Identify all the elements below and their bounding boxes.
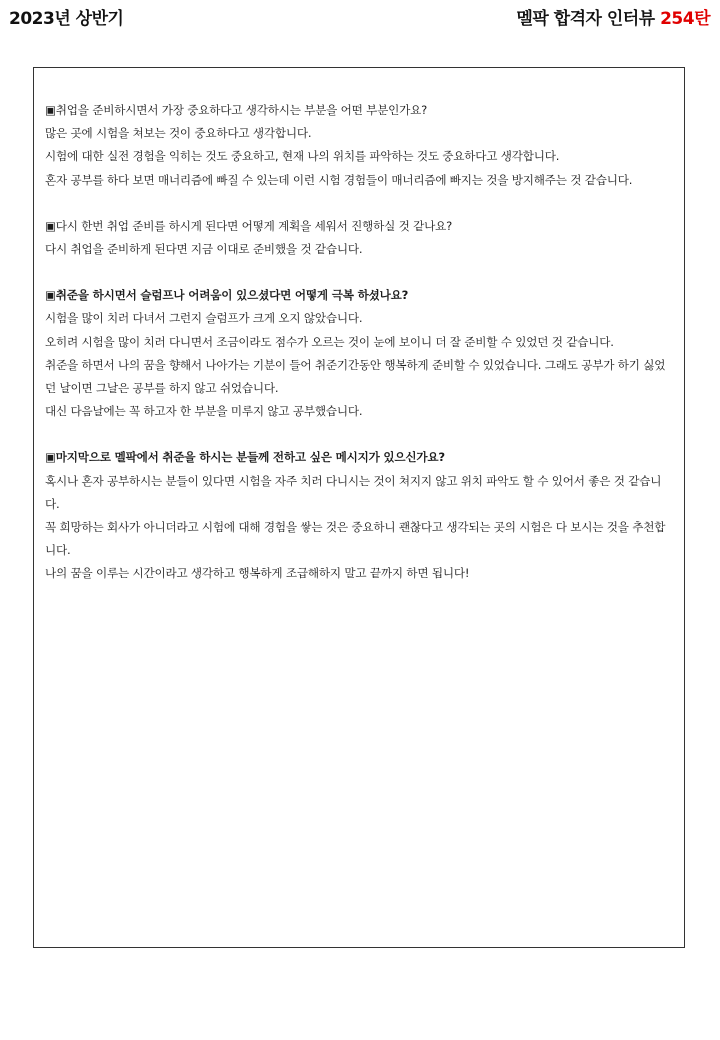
section-spacer xyxy=(45,423,675,446)
answer-2-1: 다시 취업을 준비하게 된다면 지금 이대로 준비했을 것 같습니다. xyxy=(45,242,363,257)
answer-3-1: 시험을 많이 치러 다녀서 그런지 슬럼프가 크게 오지 않았습니다. xyxy=(45,311,363,326)
question-4: ▣마지막으로 멜팍에서 취준을 하시는 분들께 전하고 싶은 메시지가 있으신가요? xyxy=(45,450,445,465)
answer-4-3: 나의 꿈을 이루는 시간이라고 생각하고 행복하게 조급해하지 말고 끝까지 하면 됩니다! xyxy=(45,566,470,581)
answer-1-3: 혼자 공부를 하다 보면 매너리즘에 빠질 수 있는데 이런 시험 경험들이 매너리즘에 빠지는 것을 방지해주는 것 같습니다. xyxy=(45,172,633,187)
header-interview-number: 254탄 xyxy=(660,9,710,29)
answer-1-2: 시험에 대한 실전 경험을 익히는 것도 중요하고, 현재 나의 위치를 파악하는 것도 중요하다고 생각합니다. xyxy=(45,149,560,164)
section-spacer xyxy=(45,192,675,215)
answer-4-1: 혹시나 혼자 공부하시는 분들이 있다면 시험을 자주 치러 다니시는 것이 쳐지지 않고 위치 파악도 할 수 있어서 좋은 것 같습니다. xyxy=(45,473,662,511)
answer-3-2: 오히려 시험을 많이 치러 다니면서 조금이라도 점수가 오르는 것이 눈에 보이니 더 잘 준비할 수 있었던 것 같습니다. xyxy=(45,334,614,349)
header-year-title: 2023년 상반기 xyxy=(9,9,124,29)
answer-1-1: 많은 곳에 시험을 쳐보는 것이 중요하다고 생각합니다. xyxy=(45,126,312,141)
answer-4-2: 꼭 희망하는 회사가 아니더라고 시험에 대해 경험을 쌓는 것은 중요하니 괜찮다고 생각되는 곳의 시험은 다 보시는 것을 추천합니다. xyxy=(45,520,666,558)
question-3: ▣취준을 하시면서 슬럼프나 어려움이 있으셨다면 어떻게 극복 하셨나요? xyxy=(45,288,409,303)
header-interview-label: 멜팍 합격자 인터뷰 xyxy=(516,9,661,29)
answer-3-3: 취준을 하면서 나의 꿈을 향해서 나아가는 기분이 들어 취준기간동안 행복하게 준비할 수 있었습니다. 그래도 공부가 하기 싫었던 날이면 그날은 공부를 하지 않고 쉬었습니다. xyxy=(45,357,666,396)
interview-content xyxy=(45,99,675,586)
answer-3-4: 대신 다음날에는 꼭 하고자 한 부분을 미루지 않고 공부했습니다. xyxy=(45,404,363,419)
question-1: ▣취업을 준비하시면서 가장 중요하다고 생각하시는 부분을 어떤 부분인가요? xyxy=(45,103,428,117)
interview-panel xyxy=(33,67,685,948)
header-interview-title xyxy=(516,4,710,29)
question-2: ▣다시 한번 취업 준비를 하시게 된다면 어떻게 계획을 세워서 진행하실 것 같나요? xyxy=(45,218,453,233)
section-spacer xyxy=(45,261,675,284)
